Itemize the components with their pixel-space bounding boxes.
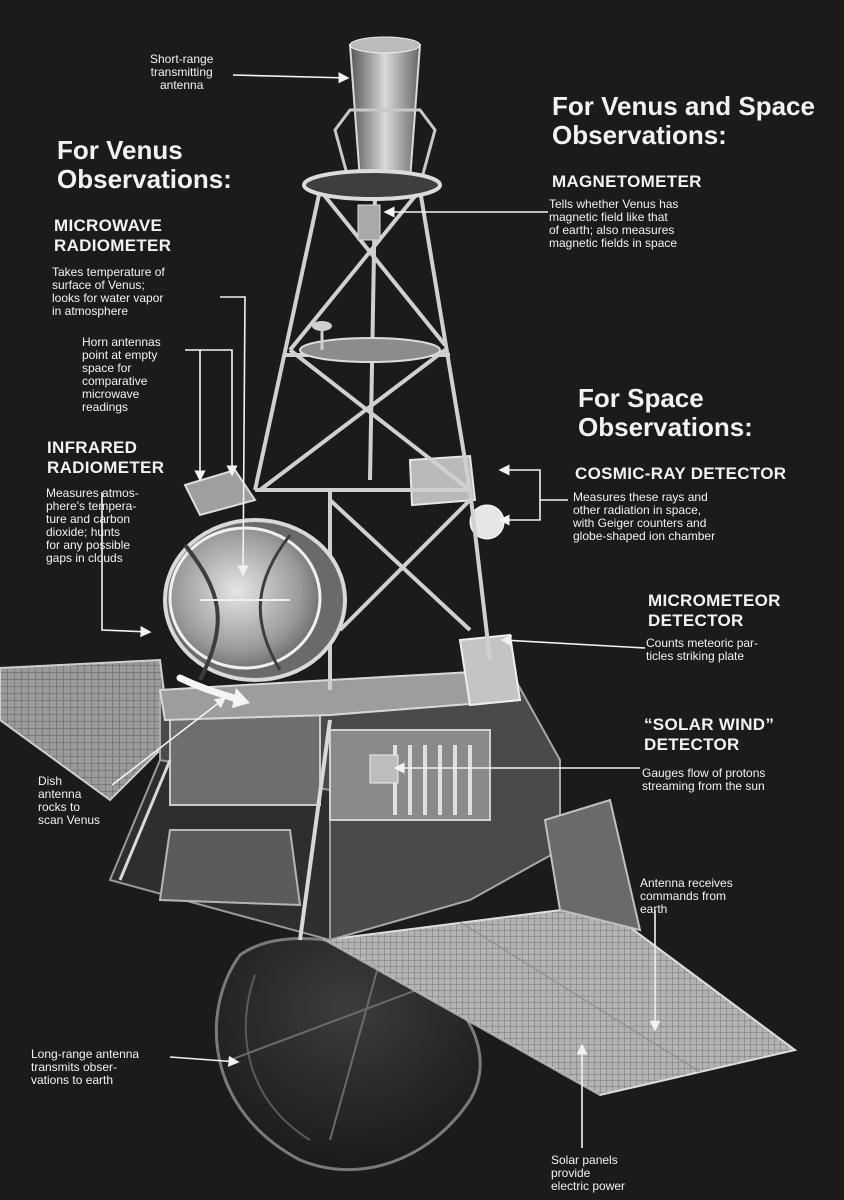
micrometeor-detector-heading: MICROMETEOR DETECTOR: [648, 591, 781, 630]
solar-wind-detector-caption: Gauges flow of protons streaming from the sun: [642, 766, 766, 793]
infrared-radiometer-heading: INFRARED RADIOMETER: [47, 438, 165, 477]
micrometeor-detector-caption: Counts meteoric par- ticles striking plate: [646, 636, 759, 663]
space-observations-heading: For Space Observations:: [578, 383, 753, 442]
cosmic-ray-detector-caption: Measures these rays and other radiation in space, with Geiger counters and globe-shaped ion chamber: [573, 490, 716, 543]
solar-panels-caption: Solar panels provide electric power: [551, 1153, 626, 1193]
dish-antenna-caption: Dish antenna rocks to scan Venus: [38, 774, 101, 827]
microwave-radiometer-heading: MICROWAVE RADIOMETER: [54, 216, 172, 255]
command-antenna-caption: Antenna receives commands from earth: [640, 876, 733, 916]
cosmic-ray-detector-heading: COSMIC-RAY DETECTOR: [575, 464, 787, 483]
detector-boxes: [410, 456, 520, 705]
infrared-radiometer-caption: Measures atmos- phere's tempera- ture and carbon dioxide; hunts for any possible gaps in clouds: [46, 486, 139, 565]
solar-wind-detector-heading: “SOLAR WIND” DETECTOR: [644, 715, 775, 754]
microwave-radiometer-dish: [165, 470, 345, 680]
magnetometer-caption: Tells whether Venus has magnetic field like that of earth; also measures magnetic fields in space: [549, 197, 679, 250]
long-range-antenna-caption: Long-range antenna transmits obser- vations to earth: [31, 1047, 140, 1087]
magnetometer-heading: MAGNETOMETER: [552, 172, 702, 191]
microwave-radiometer-caption: Takes temperature of surface of Venus; looks for water vapor in atmosphere: [52, 265, 165, 318]
venus-observations-heading: For Venus Observations:: [57, 135, 232, 194]
horn-antennas-caption: Horn antennas point at empty space for comparative microwave readings: [82, 335, 161, 414]
short-range-antenna-caption: Short-range transmitting antenna: [150, 52, 214, 92]
venus-space-observations-heading: For Venus and Space Observations:: [552, 91, 815, 150]
short-range-antenna: [304, 37, 440, 240]
lower-body: [110, 670, 640, 940]
magnetometer-platform: [300, 321, 440, 362]
